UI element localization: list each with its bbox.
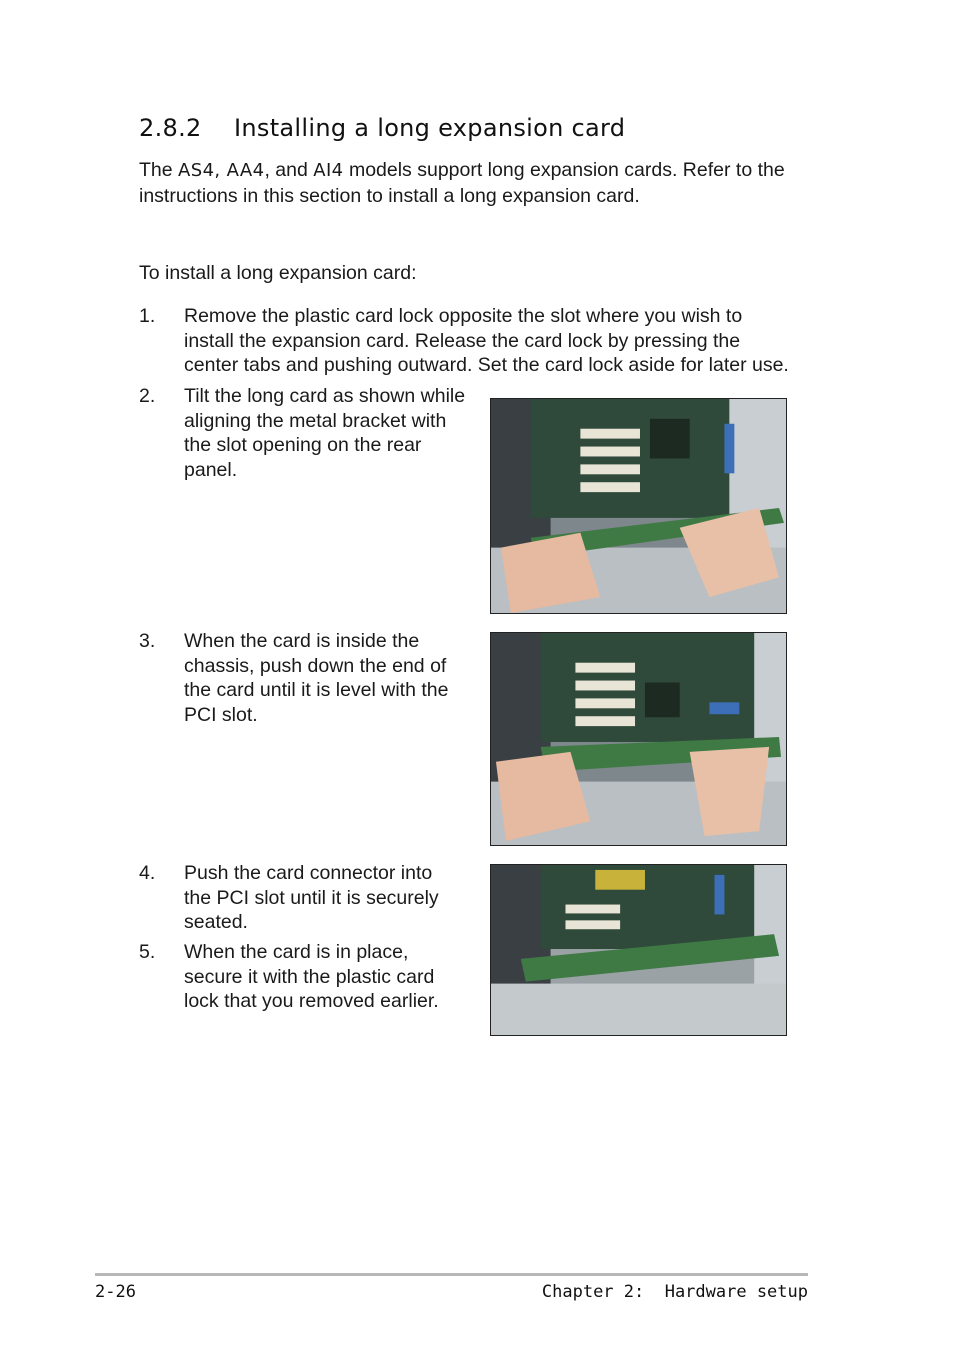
page-number: 2-26: [95, 1282, 136, 1302]
photo-card-seated-illustration: [491, 865, 786, 1035]
step-number: 2.: [139, 385, 156, 407]
step-line: aligning the metal bracket with: [184, 409, 447, 432]
step-line: the card until it is level with the: [184, 679, 449, 701]
step-line: secure it with the plastic card: [184, 965, 435, 988]
step-line: install the expansion card. Release the card lock by pressing the: [184, 329, 741, 352]
step-line: When the card is inside the: [184, 630, 420, 652]
step-text: [184, 384, 484, 482]
footer-divider: [95, 1273, 808, 1276]
step-line: the slot opening on the rear: [184, 434, 422, 456]
step-text: [184, 629, 484, 727]
step-line: panel.: [184, 458, 238, 481]
step-number: 5.: [139, 941, 156, 963]
section-number: 2.8.2: [139, 114, 202, 142]
step-line: Push the card connector into: [184, 862, 433, 884]
section-title: Installing a long expansion card: [234, 114, 626, 142]
step-line: center tabs and pushing outward. Set the card lock aside for later use.: [184, 354, 789, 376]
step-number: 4.: [139, 862, 156, 884]
photo-tilt-card-illustration: [491, 399, 786, 613]
model-names: AS4, AA4: [178, 160, 265, 181]
chapter-label: Chapter 2: Hardware setup: [541, 1282, 808, 1302]
step-line: Remove the plastic card lock opposite the slot where you wish to: [184, 305, 743, 327]
photo-push-down-card: [490, 632, 787, 846]
step-line: seated.: [184, 911, 248, 933]
intro-text: The: [139, 159, 179, 181]
step-line: Tilt the long card as shown while: [184, 385, 466, 407]
procedure-lead: To install a long expansion card:: [139, 262, 417, 284]
photo-tilt-card: [490, 398, 787, 614]
step-line: the PCI slot until it is securely: [184, 886, 439, 909]
photo-push-down-card-illustration: [491, 633, 786, 845]
step-text: [184, 940, 484, 1014]
section-heading: [139, 114, 625, 142]
intro-text: , and: [264, 159, 314, 181]
photo-card-seated: [490, 864, 787, 1036]
intro-text: models support long expansion cards. Refer to the instructions in this section to install a long expansion card.: [139, 159, 785, 207]
step-text: [184, 861, 484, 935]
step-line: lock that you removed earlier.: [184, 990, 439, 1012]
model-name: AI4: [313, 160, 344, 181]
step-line: PCI slot.: [184, 703, 258, 726]
step-number: 3.: [139, 630, 156, 652]
step-text: [184, 304, 824, 378]
step-line: chassis, push down the end of: [184, 654, 447, 677]
step-number: 1.: [139, 305, 156, 327]
step-line: When the card is in place,: [184, 941, 409, 963]
intro-paragraph: [139, 158, 819, 208]
